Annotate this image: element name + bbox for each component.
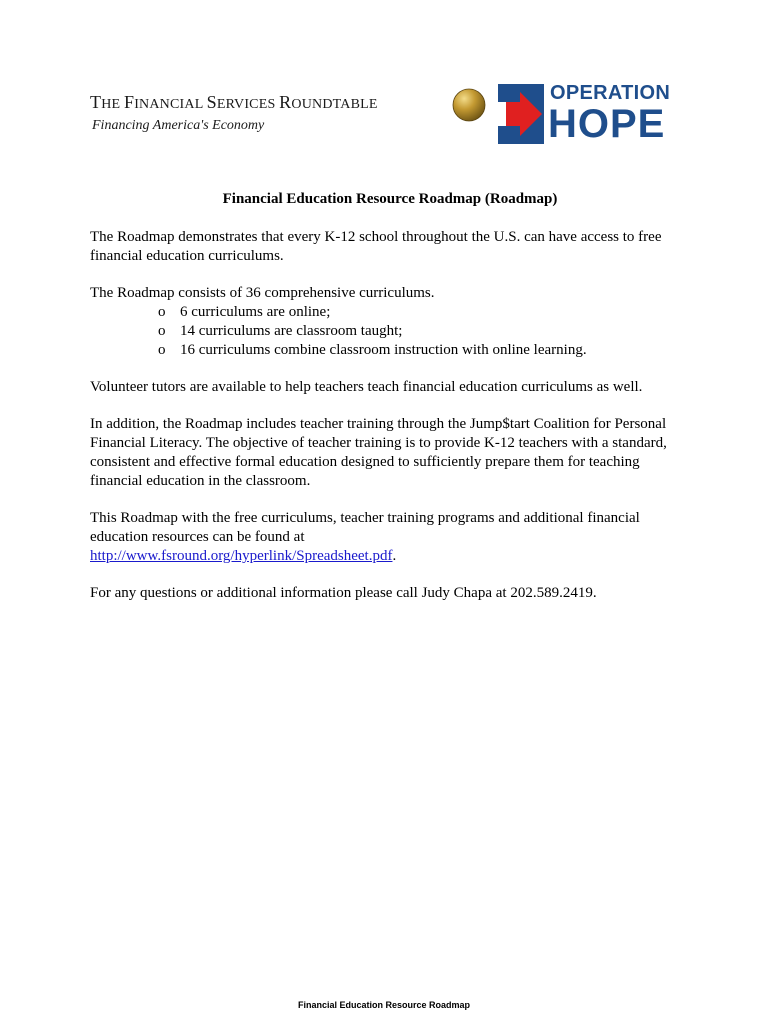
gold-seal-icon [452, 88, 486, 122]
paragraph-resources: This Roadmap with the free curriculums, teacher training programs and additional financial education resources can be found at http://www.fsround.org/hyperlink/Spreadsheet.pdf. [90, 510, 640, 564]
paragraph-tutors: Volunteer tutors are available to help teachers teach financial education curriculums as well. [90, 379, 643, 395]
fsr-logo-name: THE FINANCIAL SERVICES ROUNDTABLE [90, 92, 378, 112]
bullet-marker: o [158, 304, 166, 320]
curriculum-list [90, 303, 690, 360]
document-body [90, 190, 690, 621]
list-item: o 6 curriculums are online; [158, 304, 331, 320]
operation-hope-line1: OPERATION [550, 82, 671, 104]
operation-hope-arrow-icon [498, 84, 544, 144]
bullet-marker: o [158, 323, 166, 339]
page-footer: Financial Education Resource Roadmap [297, 1000, 471, 1010]
spreadsheet-link[interactable]: http://www.fsround.org/hyperlink/Spreadsheet.pdf [90, 548, 393, 564]
paragraph-teacher-training: In addition, the Roadmap includes teacher training through the Jump$tart Coalition for Personal Financial Literacy. The objective of teacher training is to provide K-12 teachers with a standard, consistent and effective formal education designed to sufficiently prepare them for teaching financial education in the classroom. [90, 416, 667, 489]
fsr-logo [90, 88, 490, 144]
paragraph-contact: For any questions or additional information please call Judy Chapa at 202.589.2419. [90, 585, 597, 601]
list-item: o 14 curriculums are classroom taught; [158, 323, 403, 339]
document-title: Financial Education Resource Roadmap (Roadmap) [222, 191, 558, 207]
fsr-logo-tagline: Financing America's Economy [92, 118, 265, 133]
paragraph-curriculums [90, 284, 690, 360]
operation-hope-line2: HOPE [548, 102, 666, 146]
paragraph-access: The Roadmap demonstrates that every K-12 school throughout the U.S. can have access to free financial education curriculums. [90, 229, 662, 264]
bullet-marker: o [158, 342, 166, 358]
list-item: o 16 curriculums combine classroom instruction with online learning. [158, 342, 587, 358]
operation-hope-logo [498, 82, 684, 144]
curriculums-intro: The Roadmap consists of 36 comprehensive curriculums. [90, 285, 435, 301]
